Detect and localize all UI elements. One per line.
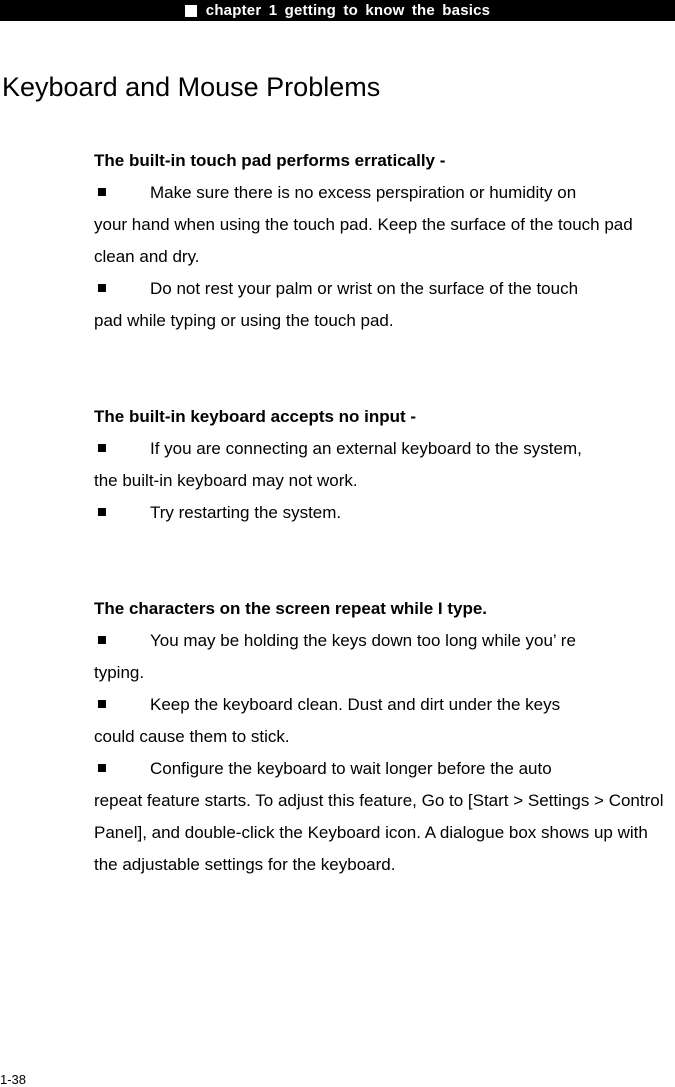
list-item	[94, 497, 674, 529]
list-item	[94, 689, 674, 753]
item-first-line: Make sure there is no excess perspiration or humidity on	[150, 183, 577, 202]
section-keyboard-no-input	[94, 401, 674, 529]
item-continuation: pad while typing or using the touch pad.	[94, 311, 394, 330]
list-item	[94, 433, 674, 497]
section-heading: The built-in keyboard accepts no input -	[94, 407, 417, 426]
list-item	[94, 177, 674, 273]
item-continuation: typing.	[94, 663, 145, 682]
chapter-header-bar	[0, 0, 675, 21]
page-title: Keyboard and Mouse Problems	[2, 72, 381, 102]
section-heading: The characters on the screen repeat while I type.	[94, 599, 488, 618]
section-touch-pad	[94, 145, 674, 337]
item-first-line: You may be holding the keys down too long while you’ re	[150, 631, 576, 650]
item-first-line: Try restarting the system.	[150, 503, 342, 522]
section-characters-repeat	[94, 593, 674, 881]
filled-square-icon	[185, 5, 197, 17]
section-heading: The built-in touch pad performs erratically -	[94, 151, 446, 170]
item-continuation: repeat feature starts. To adjust this feature, Go to [Start > Settings > Control Panel], and double-click the Keyboard icon. A dialogue box shows up with the adjustable settings for the keyboard.	[94, 791, 664, 874]
item-first-line: Do not rest your palm or wrist on the surface of the touch	[150, 279, 579, 298]
bullet-icon	[94, 497, 150, 529]
bullet-icon	[94, 273, 150, 305]
item-first-line: Configure the keyboard to wait longer before the auto	[150, 759, 552, 778]
bullet-icon	[94, 753, 150, 785]
item-first-line: If you are connecting an external keyboard to the system,	[150, 439, 582, 458]
item-continuation: could cause them to stick.	[94, 727, 290, 746]
list-item	[94, 753, 674, 881]
bullet-icon	[94, 177, 150, 209]
bullet-icon	[94, 689, 150, 721]
item-first-line: Keep the keyboard clean. Dust and dirt under the keys	[150, 695, 561, 714]
item-continuation: your hand when using the touch pad. Keep the surface of the touch pad clean and dry.	[94, 215, 633, 266]
list-item	[94, 625, 674, 689]
page-number: 1-38	[0, 1072, 27, 1087]
bullet-icon	[94, 433, 150, 465]
item-continuation: the built-in keyboard may not work.	[94, 471, 358, 490]
content-body	[94, 145, 674, 881]
chapter-header-text: chapter 1 getting to know the basics	[205, 2, 491, 19]
list-item	[94, 273, 674, 337]
bullet-icon	[94, 625, 150, 657]
